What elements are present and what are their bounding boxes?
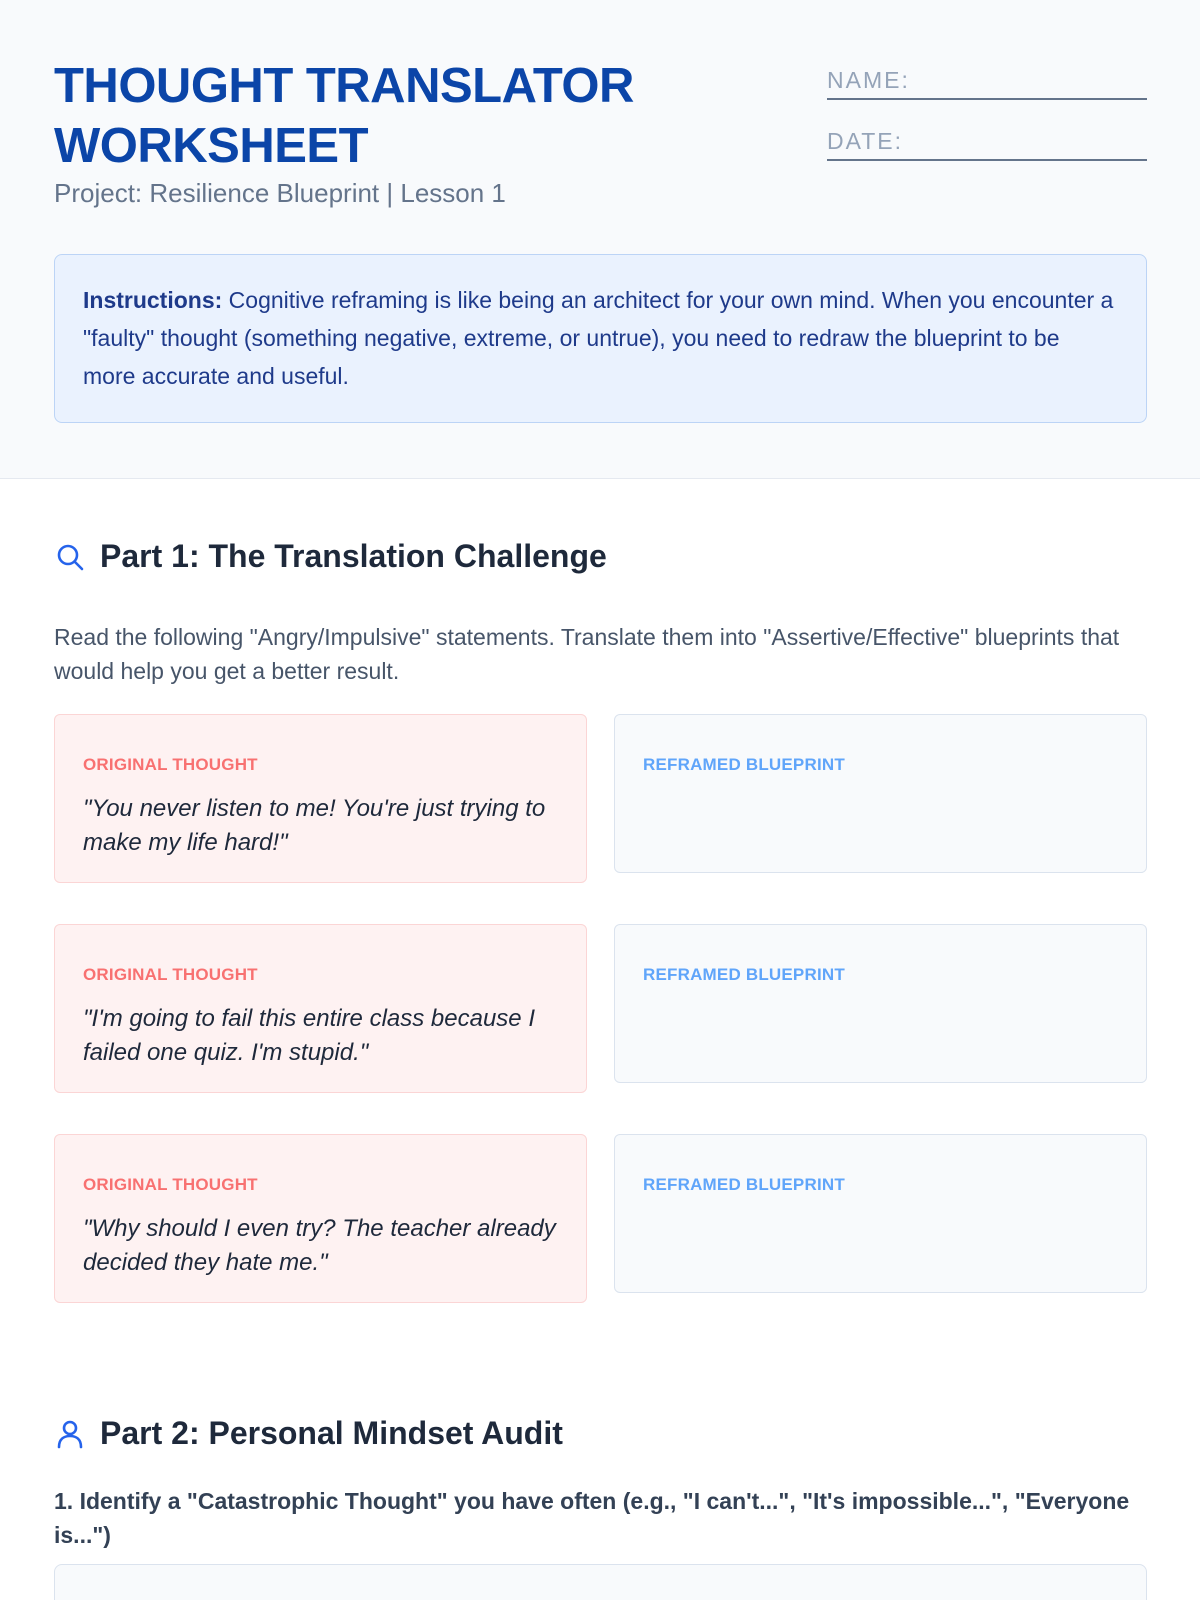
original-thought-card [54,1134,587,1303]
translation-row [54,714,1147,884]
original-thought-card [54,924,587,1093]
part2-heading [54,1415,563,1452]
part2-title: Part 2: Personal Mindset Audit [100,1415,563,1451]
translation-row [54,1134,1147,1304]
original-thought-label: ORIGINAL THOUGHT [83,965,258,984]
question-1: 1. Identify a "Catastrophic Thought" you have often (e.g., "I can't...", "It's impossible...", "Everyone is...") [54,1488,1130,1548]
reframed-blueprint-label: REFRAMED BLUEPRINT [643,755,845,774]
search-icon [54,541,86,573]
original-thought-text: "Why should I even try? The teacher already decided they hate me." [83,1215,556,1276]
translation-row [54,924,1147,1094]
page-subtitle: Project: Resilience Blueprint | Lesson 1 [54,178,506,208]
part1-heading [54,538,607,575]
date-field[interactable]: DATE: [827,125,1147,161]
reframed-blueprint-card[interactable] [614,714,1147,873]
instructions-label: Instructions: [83,287,223,313]
worksheet-header [0,0,1200,479]
reframed-blueprint-label: REFRAMED BLUEPRINT [643,965,845,984]
original-thought-text: "I'm going to fail this entire class because I failed one quiz. I'm stupid." [83,1005,535,1066]
instructions-text: Cognitive reframing is like being an architect for your own mind. When you encounter a "faulty" thought (something negative, extreme, or untrue), you need to redraw the blueprint to be more accurate and useful. [83,287,1114,389]
original-thought-label: ORIGINAL THOUGHT [83,1175,258,1194]
instructions-box [54,254,1147,423]
reframed-blueprint-card[interactable] [614,924,1147,1083]
part1-instructions: Read the following "Angry/Impulsive" statements. Translate them into "Assertive/Effective" blueprints that would help you get a better result. [54,624,1120,684]
page-title: THOUGHT TRANSLATOR WORKSHEET [54,59,634,173]
original-thought-text: "You never listen to me! You're just trying to make my life hard!" [83,795,546,856]
reframed-blueprint-card[interactable] [614,1134,1147,1293]
part1-title: Part 1: The Translation Challenge [100,538,607,574]
original-thought-card [54,714,587,883]
original-thought-label: ORIGINAL THOUGHT [83,755,258,774]
name-field[interactable]: NAME: [827,64,1147,100]
question-1-answer-box[interactable] [54,1564,1147,1600]
user-icon [54,1418,86,1450]
reframed-blueprint-label: REFRAMED BLUEPRINT [643,1175,845,1194]
